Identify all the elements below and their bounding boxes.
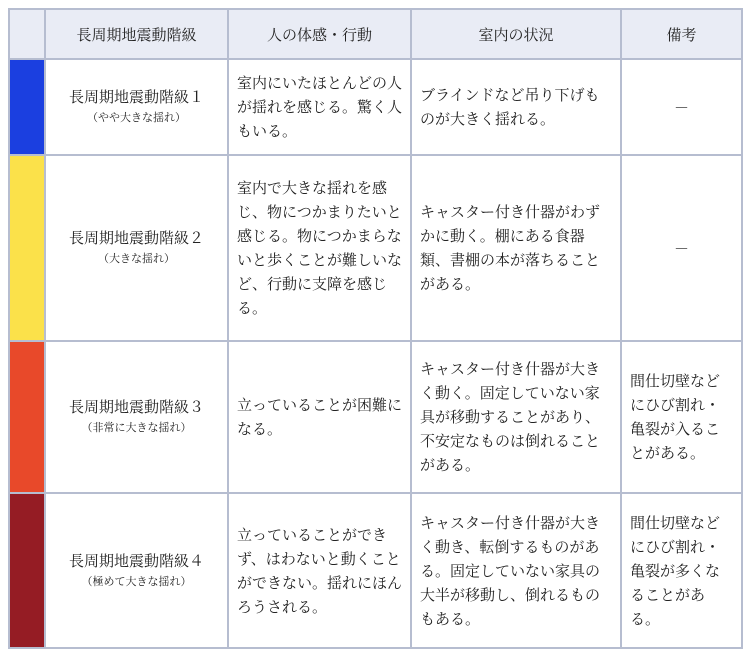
level-color-swatch	[9, 59, 45, 155]
level-color-swatch	[9, 341, 45, 493]
table-row	[9, 493, 742, 648]
level-cell	[45, 155, 228, 341]
level-color-swatch	[9, 493, 45, 648]
remarks-cell: 間仕切壁などにひび割れ・亀裂が多くなることがある。	[621, 493, 742, 648]
body-sensation-cell: 室内で大きな揺れを感じ、物につかまりたいと感じる。物につかまらないと歩くことが難しいなど、行動に支障を感じる。	[228, 155, 411, 341]
seismic-intensity-table	[8, 8, 743, 649]
level-cell	[45, 59, 228, 155]
level-cell	[45, 493, 228, 648]
level-sublabel: （やや大きな揺れ）	[87, 111, 186, 124]
level-label: 長周期地震動階級２	[68, 229, 204, 247]
level-label: 長周期地震動階級３	[68, 398, 204, 416]
level-sublabel: （極めて大きな揺れ）	[81, 574, 192, 588]
room-situation-cell: キャスター付き什器が大きく動き、転倒するものがある。固定していない家具の大半が移動し、倒れるものもある。	[411, 493, 621, 648]
level-label: 長周期地震動階級１	[68, 88, 204, 106]
level-sublabel: （非常に大きな揺れ）	[81, 421, 192, 434]
level-sublabel: （大きな揺れ）	[98, 252, 175, 265]
level-label: 長周期地震動階級４	[68, 551, 204, 570]
table-row	[9, 341, 742, 493]
table-container	[8, 8, 743, 649]
remarks-cell: －	[621, 155, 742, 341]
level-cell	[45, 341, 228, 493]
header-color-cell	[9, 9, 45, 59]
body-sensation-cell: 室内にいたほとんどの人が揺れを感じる。驚く人もいる。	[228, 59, 411, 155]
header-room-situation: 室内の状況	[411, 9, 621, 59]
room-situation-cell: ブラインドなど吊り下げものが大きく揺れる。	[411, 59, 621, 155]
level-color-swatch	[9, 155, 45, 341]
header-remarks: 備考	[621, 9, 742, 59]
header-row	[9, 9, 742, 59]
remarks-cell: －	[621, 59, 742, 155]
table-row	[9, 155, 742, 341]
room-situation-cell: キャスター付き什器が大きく動く。固定していない家具が移動することがあり、不安定なものは倒れることがある。	[411, 341, 621, 493]
body-sensation-cell: 立っていることができず、はわないと動くことができない。揺れにほんろうされる。	[228, 493, 411, 648]
remarks-cell: 間仕切壁などにひび割れ・亀裂が入ることがある。	[621, 341, 742, 493]
table-row	[9, 59, 742, 155]
header-level: 長周期地震動階級	[45, 9, 228, 59]
body-sensation-cell: 立っていることが困難になる。	[228, 341, 411, 493]
header-body-sensation: 人の体感・行動	[228, 9, 411, 59]
room-situation-cell: キャスター付き什器がわずかに動く。棚にある食器類、書棚の本が落ちることがある。	[411, 155, 621, 341]
